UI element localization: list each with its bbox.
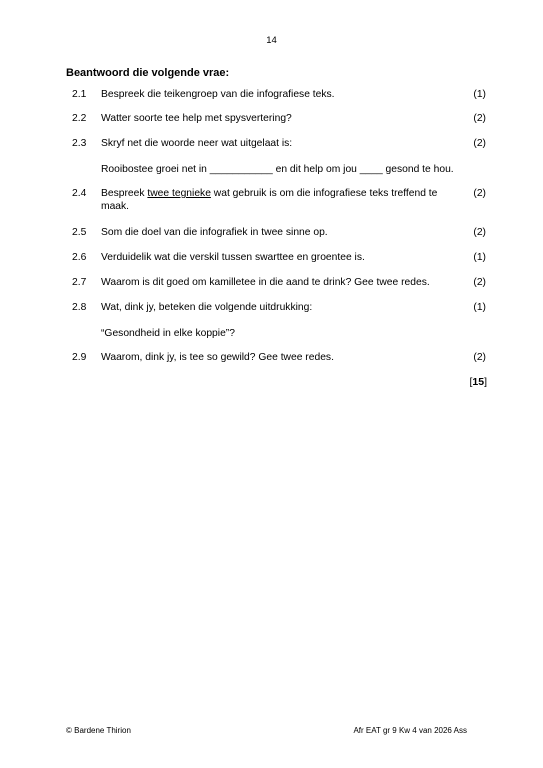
- question-2-3-sentence: Rooibostee groei net in ___________ en dit help om jou ____ gesond te hou.: [101, 164, 454, 175]
- question-marks: (1): [473, 302, 486, 313]
- question-marks: (2): [473, 227, 486, 238]
- question-number: 2.7: [72, 277, 87, 288]
- question-number: 2.9: [72, 352, 87, 363]
- underlined-phrase: twee tegnieke: [147, 188, 211, 199]
- question-text-before: Bespreek: [101, 188, 148, 199]
- question-number: 2.3: [72, 138, 87, 149]
- total-close-bracket: ]: [484, 376, 487, 388]
- question-marks: (2): [473, 352, 486, 363]
- question-2-8-expression: “Gesondheid in elke koppie”?: [101, 328, 235, 339]
- question-text: [101, 187, 450, 213]
- section-heading: Beantwoord die volgende vrae:: [66, 67, 230, 79]
- question-2-1: [72, 88, 486, 101]
- question-2-3: [72, 137, 486, 150]
- question-number: 2.1: [72, 89, 87, 100]
- page-number: 14: [266, 35, 277, 46]
- question-2-5: [72, 226, 486, 239]
- question-2-7: [72, 276, 486, 289]
- question-marks: (2): [473, 277, 486, 288]
- question-marks: (2): [473, 188, 486, 199]
- question-marks: (2): [473, 113, 486, 124]
- question-2-6: [72, 251, 486, 264]
- question-text: Som die doel van die infografiek in twee sinne op.: [101, 227, 328, 238]
- question-text-after: wat gebruik is om die infografiese teks treffend te maak.: [101, 188, 438, 212]
- total-open-bracket: [: [469, 376, 473, 388]
- question-text: Verduidelik wat die verskil tussen swarttee en groentee is.: [101, 252, 365, 263]
- footer-document-info: Afr EAT gr 9 Kw 4 van 2026 Ass: [353, 726, 467, 735]
- question-marks: (2): [473, 138, 486, 149]
- question-number: 2.2: [72, 113, 87, 124]
- question-2-8: [72, 301, 486, 314]
- question-text: Watter soorte tee help met spysvertering?: [101, 113, 292, 124]
- question-number: 2.4: [72, 188, 87, 199]
- question-text: Waarom, dink jy, is tee so gewild? Gee twee redes.: [101, 352, 334, 363]
- question-2-4: [72, 187, 486, 213]
- question-text: Bespreek die teikengroep van die infografiese teks.: [101, 89, 335, 100]
- question-2-9: [72, 351, 486, 364]
- question-text: Wat, dink jy, beteken die volgende uitdrukking:: [101, 302, 313, 313]
- section-total: [469, 376, 487, 388]
- question-marks: (1): [473, 252, 486, 263]
- question-number: 2.5: [72, 227, 87, 238]
- question-2-2: [72, 112, 486, 125]
- total-value: 15: [472, 376, 485, 388]
- question-number: 2.8: [72, 302, 87, 313]
- question-number: 2.6: [72, 252, 87, 263]
- question-text: Skryf net die woorde neer wat uitgelaat is:: [101, 138, 293, 149]
- question-text: Waarom is dit goed om kamilletee in die aand te drink? Gee twee redes.: [101, 277, 430, 288]
- question-marks: (1): [473, 89, 486, 100]
- footer-copyright: © Bardene Thirion: [66, 726, 131, 735]
